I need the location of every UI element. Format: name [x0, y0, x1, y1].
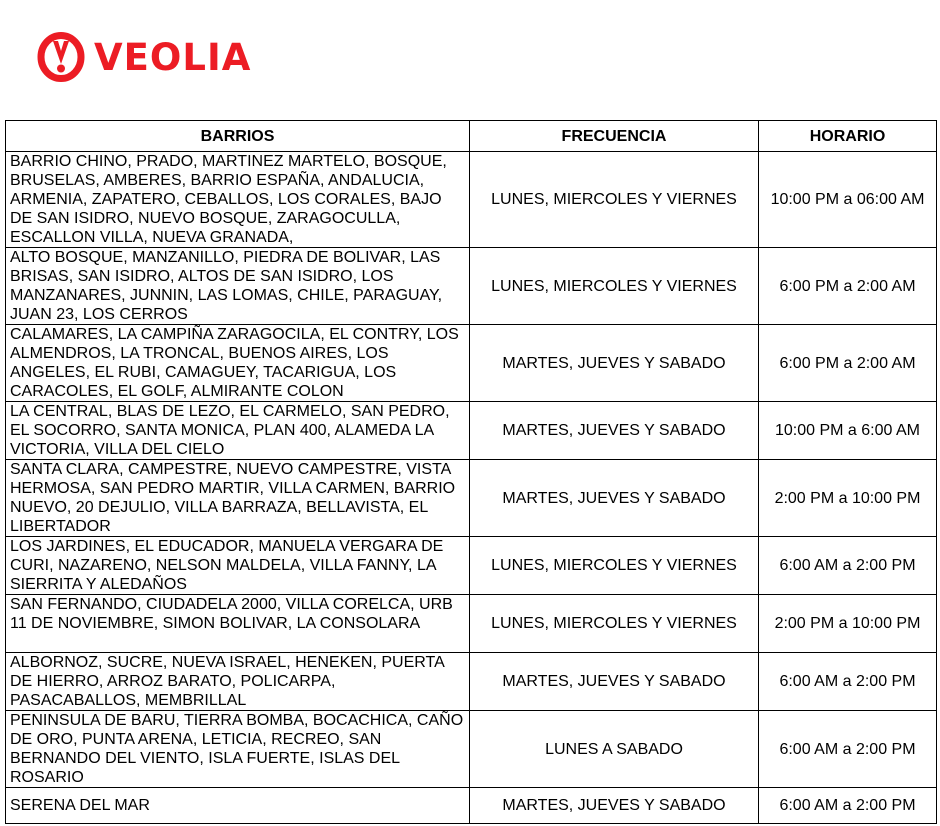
barrios-cell: SAN FERNANDO, CIUDADELA 2000, VILLA CORELCA, URB 11 DE NOVIEMBRE, SIMON BOLIVAR, LA CONSOLARA	[6, 595, 470, 653]
barrios-cell: CALAMARES, LA CAMPIÑA ZARAGOCILA, EL CONTRY, LOS ALMENDROS, LA TRONCAL, BUENOS AIRES, LOS ANGELES, EL RUBI, CAMAGUEY, TACARIGUA, LOS CARACOLES, EL GOLF, ALMIRANTE COLON	[6, 325, 470, 402]
horario-cell: 10:00 PM a 6:00 AM	[759, 402, 937, 460]
frecuencia-cell: MARTES, JUEVES Y SABADO	[470, 788, 759, 824]
horario-cell: 10:00 PM a 06:00 AM	[759, 152, 937, 248]
frecuencia-cell: MARTES, JUEVES Y SABADO	[470, 402, 759, 460]
table-row	[6, 653, 937, 711]
barrios-cell: LOS JARDINES, EL EDUCADOR, MANUELA VERGARA DE CURI, NAZARENO, NELSON MALDELA, VILLA FANNY, LA SIERRITA Y ALEDAÑOS	[6, 537, 470, 595]
frecuencia-cell: LUNES A SABADO	[470, 711, 759, 788]
horario-cell: 6:00 AM a 2:00 PM	[759, 537, 937, 595]
horario-cell: 6:00 PM a 2:00 AM	[759, 248, 937, 325]
barrios-cell: SANTA CLARA, CAMPESTRE, NUEVO CAMPESTRE, VISTA HERMOSA, SAN PEDRO MARTIR, VILLA CARMEN, BARRIO NUEVO, 20 DEJULIO, VILLA BARRAZA, BELLAVISTA, EL LIBERTADOR	[6, 460, 470, 537]
veolia-logo-icon	[36, 30, 86, 84]
horario-cell: 6:00 PM a 2:00 AM	[759, 325, 937, 402]
frecuencia-cell: LUNES, MIERCOLES Y VIERNES	[470, 537, 759, 595]
barrios-cell: BARRIO CHINO, PRADO, MARTINEZ MARTELO, BOSQUE, BRUSELAS, AMBERES, BARRIO ESPAÑA, ANDALUCIA, ARMENIA, ZAPATERO, CEBALLOS, LOS CORALES, BAJO DE SAN ISIDRO, NUEVO BOSQUE, ZARAGOCULLA, ESCALLON VILLA, NUEVA GRANADA,	[6, 152, 470, 248]
header-horario: HORARIO	[759, 121, 937, 152]
frecuencia-cell: MARTES, JUEVES Y SABADO	[470, 460, 759, 537]
table-row	[6, 595, 937, 653]
table-row	[6, 537, 937, 595]
table-row	[6, 248, 937, 325]
table-header-row	[6, 121, 937, 152]
barrios-cell: SERENA DEL MAR	[6, 788, 470, 824]
barrios-cell: PENINSULA DE BARU, TIERRA BOMBA, BOCACHICA, CAÑO DE ORO, PUNTA ARENA, LETICIA, RECREO, SAN BERNANDO DEL VIENTO, ISLA FUERTE, ISLAS DEL ROSARIO	[6, 711, 470, 788]
frecuencia-cell: LUNES, MIERCOLES Y VIERNES	[470, 152, 759, 248]
table-row	[6, 711, 937, 788]
header-barrios: BARRIOS	[6, 121, 470, 152]
horario-cell: 2:00 PM a 10:00 PM	[759, 460, 937, 537]
table-row	[6, 402, 937, 460]
frecuencia-cell: LUNES, MIERCOLES Y VIERNES	[470, 248, 759, 325]
barrios-cell: ALBORNOZ, SUCRE, NUEVA ISRAEL, HENEKEN, PUERTA DE HIERRO, ARROZ BARATO, POLICARPA, PASACABALLOS, MEMBRILLAL	[6, 653, 470, 711]
table-row	[6, 460, 937, 537]
brand-name: VEOLIA	[94, 35, 252, 79]
horario-cell: 6:00 AM a 2:00 PM	[759, 653, 937, 711]
barrios-cell: LA CENTRAL, BLAS DE LEZO, EL CARMELO, SAN PEDRO, EL SOCORRO, SANTA MONICA, PLAN 400, ALAMEDA LA VICTORIA, VILLA DEL CIELO	[6, 402, 470, 460]
horario-cell: 6:00 AM a 2:00 PM	[759, 788, 937, 824]
frecuencia-cell: LUNES, MIERCOLES Y VIERNES	[470, 595, 759, 653]
horario-cell: 6:00 AM a 2:00 PM	[759, 711, 937, 788]
frecuencia-cell: MARTES, JUEVES Y SABADO	[470, 653, 759, 711]
brand-logo	[36, 28, 251, 86]
table-row	[6, 325, 937, 402]
horario-cell: 2:00 PM a 10:00 PM	[759, 595, 937, 653]
collection-schedule-table	[5, 120, 937, 824]
table-row	[6, 788, 937, 824]
barrios-cell: ALTO BOSQUE, MANZANILLO, PIEDRA DE BOLIVAR, LAS BRISAS, SAN ISIDRO, ALTOS DE SAN ISIDRO, LOS MANZANARES, JUNNIN, LAS LOMAS, CHILE, PARAGUAY, JUAN 23, LOS CERROS	[6, 248, 470, 325]
frecuencia-cell: MARTES, JUEVES Y SABADO	[470, 325, 759, 402]
header-frecuencia: FRECUENCIA	[470, 121, 759, 152]
table-row	[6, 152, 937, 248]
